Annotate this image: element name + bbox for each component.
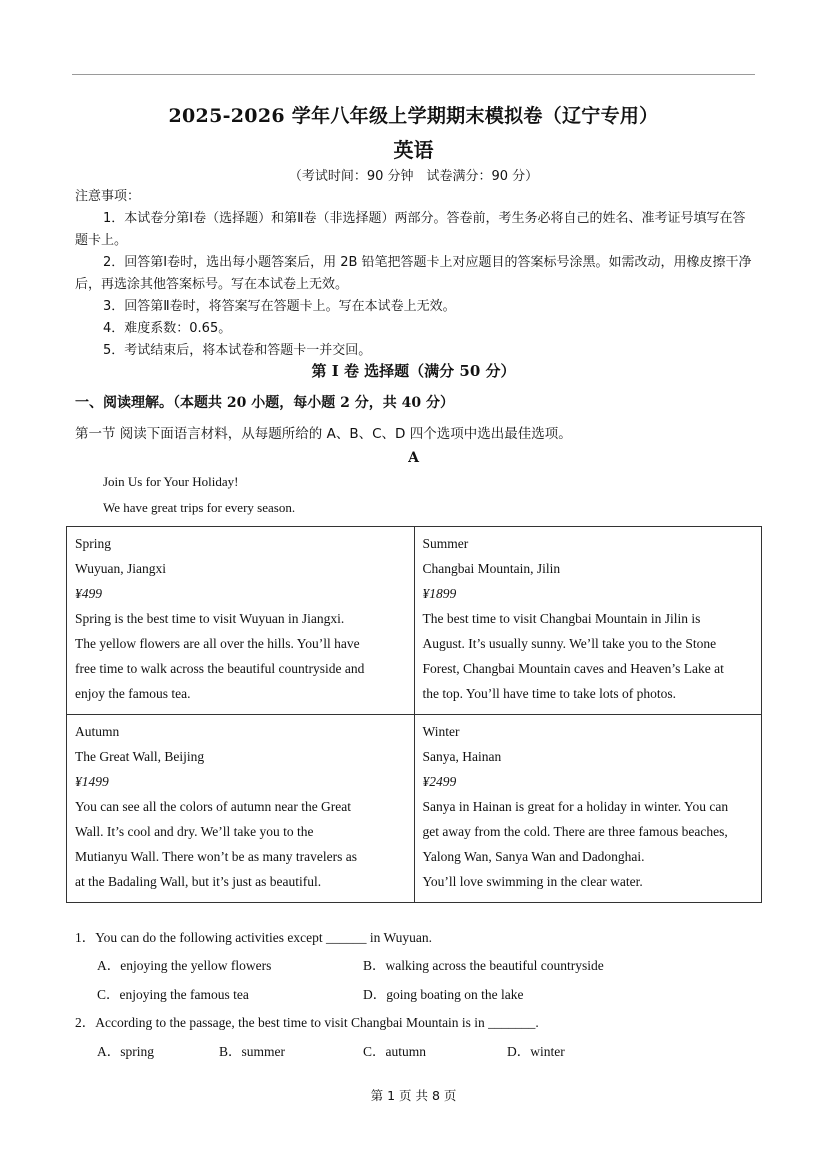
direction-text: 第一节 阅读下面语言材料，从每题所给的 A、B、C、D 四个选项中选出最佳选项。 bbox=[75, 426, 572, 442]
trip-season: Winter bbox=[422, 724, 460, 739]
header-rule bbox=[72, 74, 755, 75]
note-item: 4．难度系数：0.65。 bbox=[103, 321, 232, 336]
trip-desc-line: Sanya in Hainan is great for a holiday in winter. You can bbox=[422, 799, 729, 814]
trip-desc-line: The best time to visit Changbai Mountain in Jilin is bbox=[422, 611, 701, 626]
trip-desc-line: at the Badaling Wall, but it’s just as beautiful. bbox=[75, 874, 322, 889]
table-row bbox=[67, 715, 762, 903]
trip-season: Spring bbox=[75, 536, 112, 551]
note-item: 2．回答第Ⅰ卷时，选出每小题答案后，用 2B 铅笔把答题卡上对应题目的答案标号涂黑。如需改动，用橡皮擦干净后，再选涂其他答案标号。写在本试卷上无效。 bbox=[75, 255, 752, 292]
trip-season: Autumn bbox=[75, 724, 120, 739]
trip-cell-winter bbox=[414, 715, 762, 903]
question-option: B．summer bbox=[219, 1044, 285, 1059]
question-option: B．walking across the beautiful countryside bbox=[363, 958, 604, 973]
trips-table bbox=[66, 526, 762, 903]
trip-desc-line: free time to walk across the beautiful countryside and bbox=[75, 661, 365, 676]
note-item: 3．回答第Ⅱ卷时，将答案写在答题卡上。写在本试卷上无效。 bbox=[103, 299, 456, 314]
trip-place: The Great Wall, Beijing bbox=[75, 749, 205, 764]
trip-price: ¥1499 bbox=[75, 774, 109, 789]
trip-price: ¥499 bbox=[75, 586, 102, 601]
trip-price: ¥2499 bbox=[422, 774, 457, 789]
trip-desc-line: get away from the cold. There are three famous beaches, bbox=[422, 824, 728, 839]
passage-intro: Join Us for Your Holiday! bbox=[103, 474, 239, 489]
notes-heading: 注意事项： bbox=[75, 189, 141, 204]
trip-desc-line: The yellow flowers are all over the hills. You’ll have bbox=[75, 636, 360, 651]
trip-desc-line: You’ll love swimming in the clear water. bbox=[422, 874, 643, 889]
trip-cell-summer bbox=[414, 527, 762, 715]
question-option: D．winter bbox=[507, 1044, 565, 1059]
note-item: 5．考试结束后，将本试卷和答题卡一并交回。 bbox=[103, 343, 372, 358]
trip-place: Sanya, Hainan bbox=[422, 749, 502, 764]
trip-desc-line: Spring is the best time to visit Wuyuan in Jiangxi. bbox=[75, 611, 345, 626]
note-item: 1．本试卷分第Ⅰ卷（选择题）和第Ⅱ卷（非选择题）两部分。答卷前，考生务必将自己的姓名、准考证号填写在答题卡上。 bbox=[75, 211, 746, 248]
trip-cell-spring bbox=[67, 527, 415, 715]
trip-desc-line: You can see all the colors of autumn near the Great bbox=[75, 799, 352, 814]
notes-block bbox=[75, 186, 757, 362]
trip-desc-line: Yalong Wan, Sanya Wan and Dadonghai. bbox=[422, 849, 645, 864]
trip-price: ¥1899 bbox=[422, 586, 457, 601]
exam-info: （考试时间：90 分钟 试卷满分：90 分） bbox=[288, 169, 539, 184]
passage-intro: We have great trips for every season. bbox=[103, 500, 296, 515]
trip-desc-line: enjoy the famous tea. bbox=[75, 686, 191, 701]
question-stem: 2．According to the passage, the best time to visit Changbai Mountain is in _______. bbox=[75, 1015, 539, 1030]
exam-title: 2025-2026 学年八年级上学期期末模拟卷（辽宁专用） bbox=[168, 105, 659, 127]
trip-desc-line: Forest, Changbai Mountain caves and Heaven’s Lake at bbox=[422, 661, 724, 676]
trip-desc-line: the top. You’ll have time to take lots of photos. bbox=[422, 686, 676, 701]
question-option: A．enjoying the yellow flowers bbox=[97, 958, 272, 973]
trip-desc-line: Mutianyu Wall. There won’t be as many travelers as bbox=[75, 849, 357, 864]
question-option: D．going boating on the lake bbox=[363, 987, 524, 1002]
question-option: C．enjoying the famous tea bbox=[97, 987, 249, 1002]
section-title: 第 Ⅰ 卷 选择题（满分 50 分） bbox=[311, 362, 516, 380]
passage-letter: A bbox=[408, 450, 419, 466]
trip-season: Summer bbox=[422, 536, 469, 551]
subject-title: 英语 bbox=[393, 138, 434, 162]
trip-desc-line: Wall. It’s cool and dry. We’ll take you to the bbox=[75, 824, 314, 839]
question-option: C．autumn bbox=[363, 1044, 426, 1059]
trip-place: Wuyuan, Jiangxi bbox=[75, 561, 166, 576]
trip-place: Changbai Mountain, Jilin bbox=[422, 561, 561, 576]
question-option: A．spring bbox=[97, 1044, 154, 1059]
table-row bbox=[67, 527, 762, 715]
trip-desc-line: August. It’s usually sunny. We’ll take you to the Stone bbox=[422, 636, 717, 651]
page-footer: 第 1 页 共 8 页 bbox=[370, 1088, 457, 1103]
question-stem: 1．You can do the following activities except ______ in Wuyuan. bbox=[75, 930, 433, 945]
part-heading: 一、阅读理解。（本题共 20 小题，每小题 2 分，共 40 分） bbox=[75, 395, 454, 411]
trip-cell-autumn bbox=[67, 715, 415, 903]
